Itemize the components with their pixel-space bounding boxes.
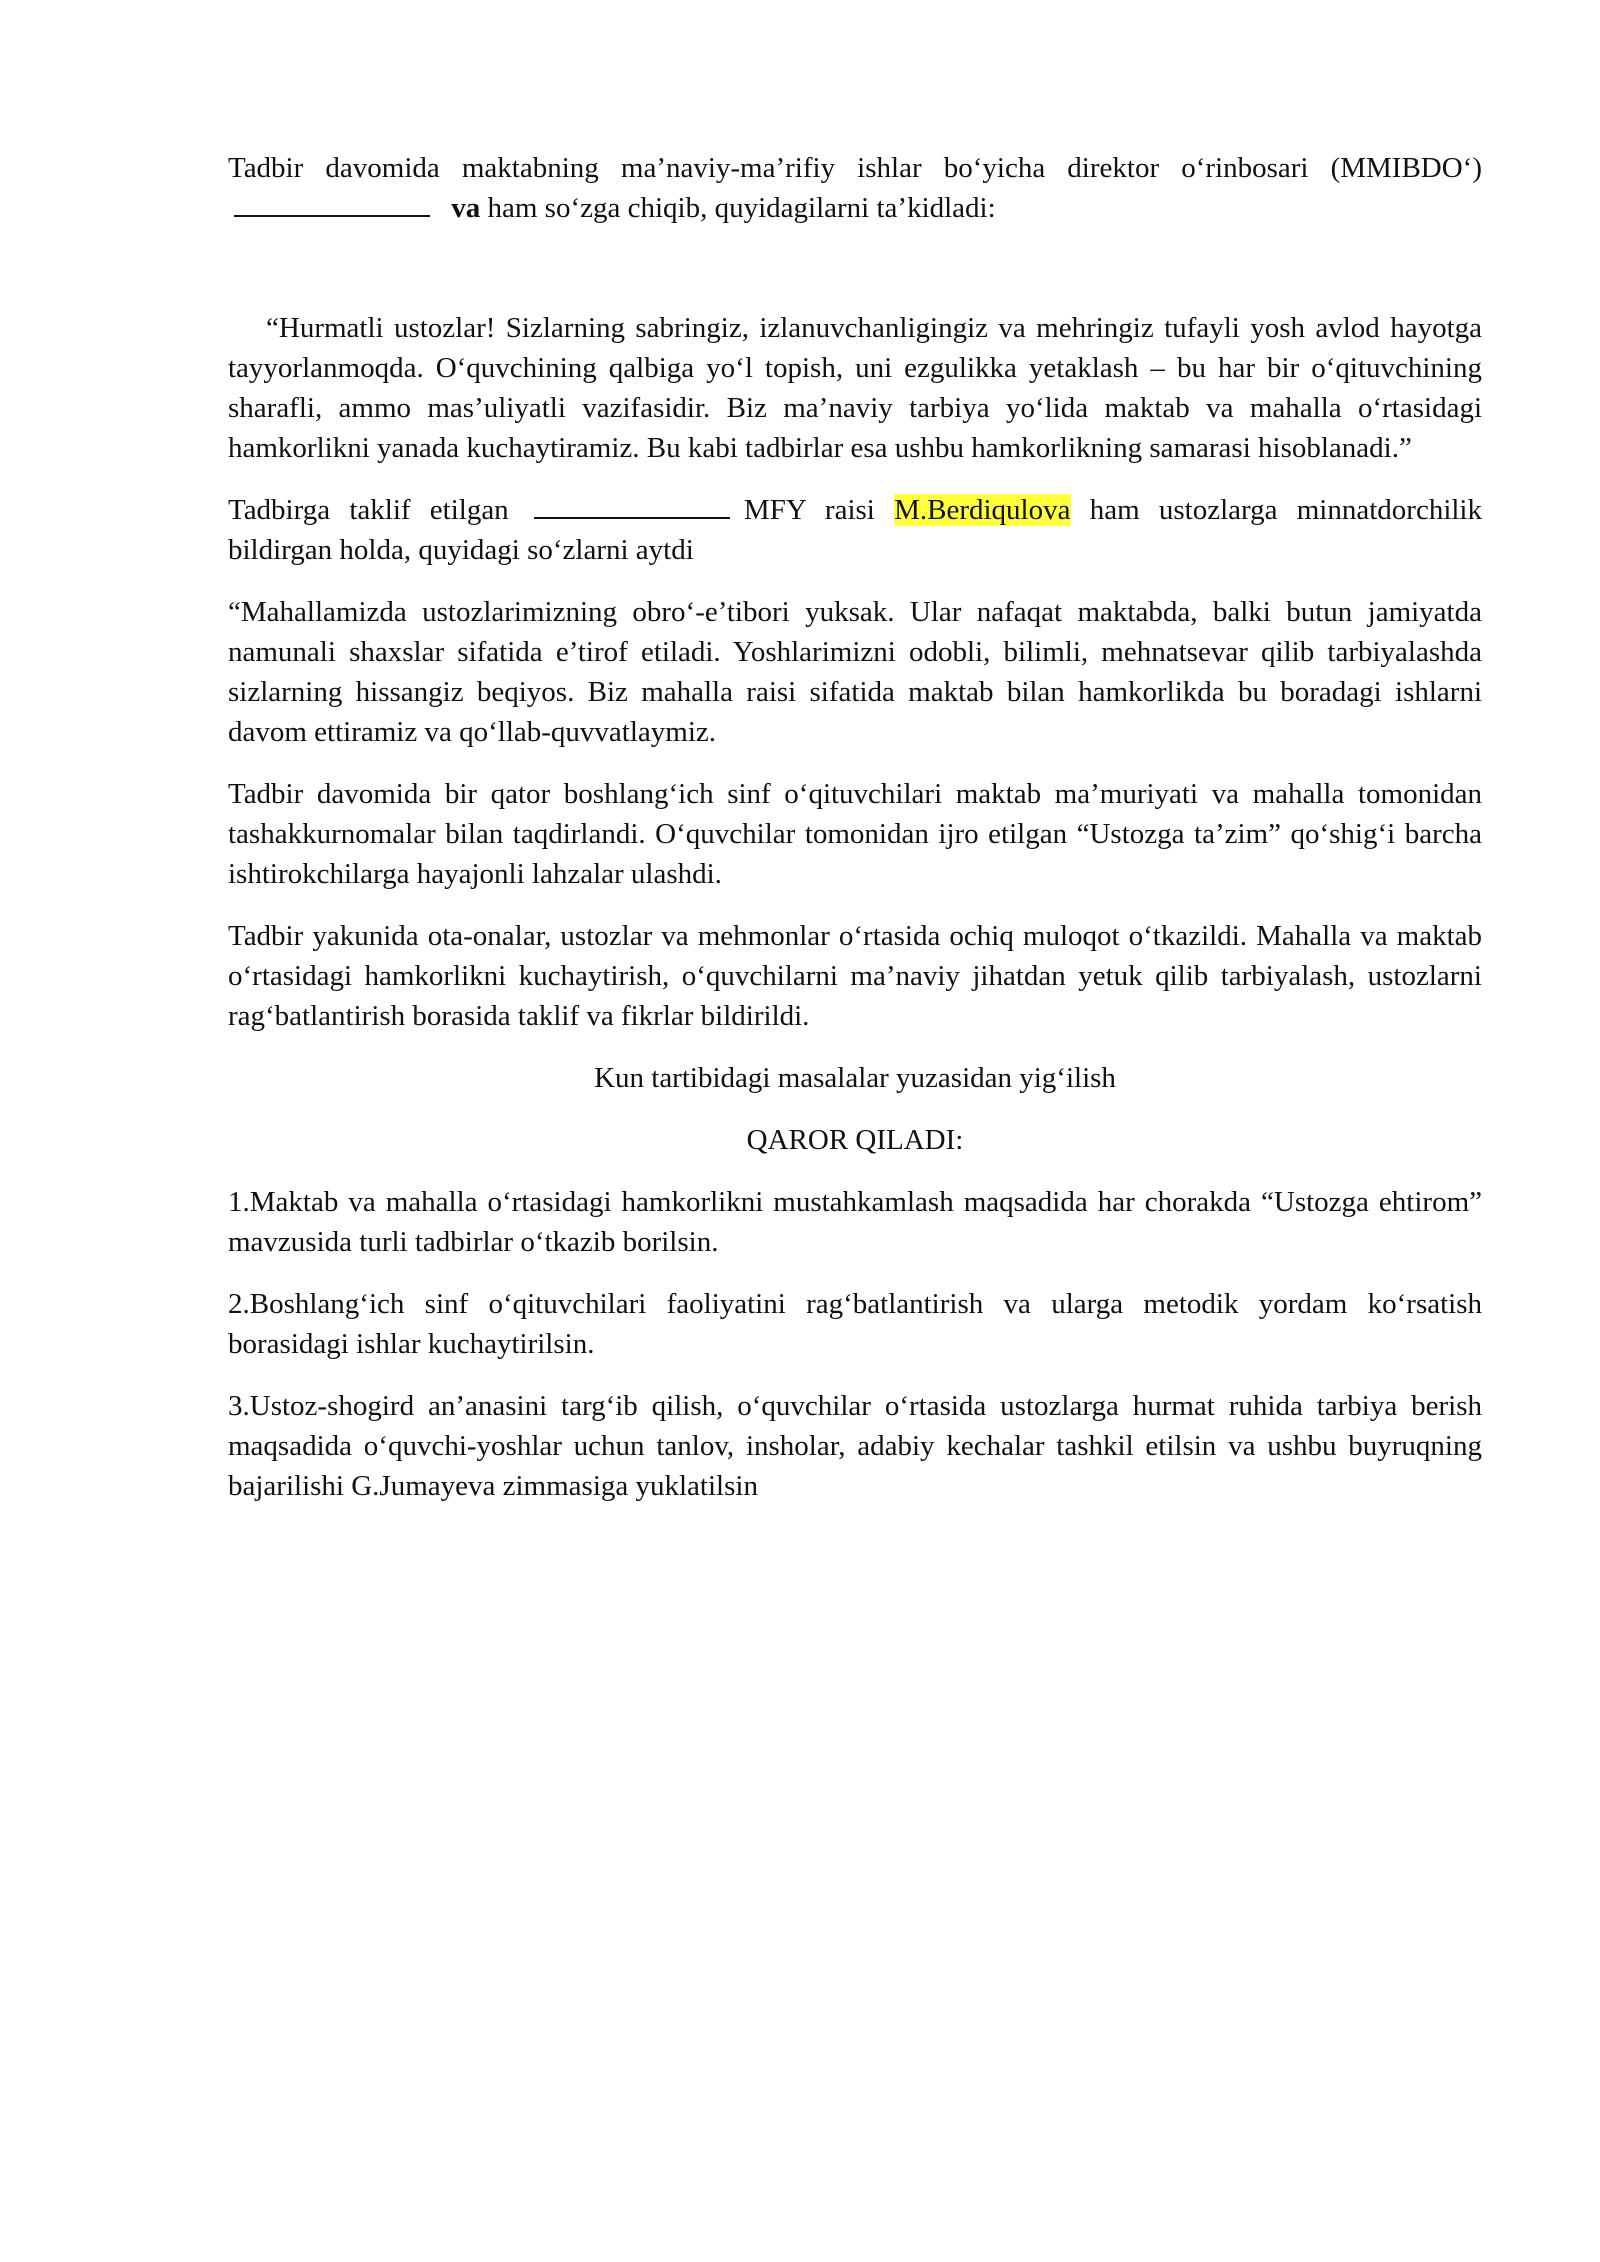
intro-text: Tadbir davomida maktabning ma’naviy-ma’rifiy ishlar bo‘yicha direktor o‘rinbosari (MMIBDO‘) bbox=[228, 152, 1482, 184]
mahalla-blank bbox=[534, 495, 730, 519]
document-page bbox=[228, 148, 1482, 1506]
decision-item-3: 3.Ustoz-shogird an’anasini targ‘ib qilish, o‘quvchilar o‘rtasida ustozlarga hurmat ruhida tarbiya berish maqsadida o‘quvchi-yoshlar uchun tanlov, insholar, adabiy kechalar tashkil etilsin va ushbu buyruqning bajarilishi G.Jumayeva zimmasiga yuklatilsin bbox=[228, 1390, 1482, 1502]
guest-text-end: ham ustozlarga minnatdorchilik bildirgan holda, quyidagi so‘zlarni aytdi bbox=[228, 494, 1482, 566]
deputy-quote: “Hurmatli ustozlar! Sizlarning sabringiz, izlanuvchanligingiz va mehringiz tufayli yosh avlod hayotga tayyorlanmoqda. O‘quvchining qalbiga yo‘l topish, uni ezgulikka yetaklash – bu har bir o‘qituvchining sharafli, ammo mas’uliyatli vazifasidir. Biz ma’naviy tarbiya yo‘lida maktab va mahalla o‘rtasidagi hamkorlikni yanada kuchaytiramiz. Bu kabi tadbirlar esa ushbu hamkorlikning samarasi hisoblanadi.” bbox=[228, 312, 1482, 464]
intro-text-end: ham so‘zga chiqib, quyidagilarni ta’kidladi: bbox=[480, 192, 996, 224]
chairman-quote: “Mahallamizda ustozlarimizning obro‘-e’tibori yuksak. Ular nafaqat maktabda, balki butun jamiyatda namunali shaxslar sifatida e’tirof etiladi. Yoshlarimizni odobli, bilimli, mehnatsevar qilib tarbiyalashda sizlarning hissangiz beqiyos. Biz mahalla raisi sifatida maktab bilan hamkorlikda bu boradagi ishlarni davom ettiramiz va qo‘llab-quvvatlaymiz. bbox=[228, 596, 1482, 748]
guest-paragraph bbox=[228, 490, 1482, 570]
decision-heading: QAROR QILADI: bbox=[746, 1124, 964, 1156]
agenda-heading: Kun tartibidagi masalalar yuzasidan yig‘ilish bbox=[594, 1062, 1116, 1094]
discussion-paragraph: Tadbir yakunida ota-onalar, ustozlar va mehmonlar o‘rtasida ochiq muloqot o‘tkazildi. Mahalla va maktab o‘rtasidagi hamkorlikni kuchaytirish, o‘quvchilarni ma’naviy jihatdan yetuk qilib tarbiyalash, ustozlarni rag‘batlantirish borasida taklif va fikrlar bildirildi. bbox=[228, 920, 1482, 1032]
decision-item-2: 2.Boshlang‘ich sinf o‘qituvchilari faoliyatini rag‘batlantirish va ularga metodik yordam ko‘rsatish borasidagi ishlar kuchaytirilsin. bbox=[228, 1288, 1482, 1360]
name-blank bbox=[234, 193, 430, 217]
guest-text: Tadbirga taklif etilgan bbox=[228, 494, 509, 526]
highlighted-name: M.Berdiqulova bbox=[894, 494, 1071, 526]
guest-text-mid: MFY raisi bbox=[743, 494, 895, 526]
decision-item-1: 1.Maktab va mahalla o‘rtasidagi hamkorlikni mustahkamlash maqsadida har chorakda “Ustozga ehtirom” mavzusida turli tadbirlar o‘tkazib borilsin. bbox=[228, 1186, 1482, 1258]
awards-paragraph: Tadbir davomida bir qator boshlang‘ich sinf o‘qituvchilari maktab ma’muriyati va mahalla tomonidan tashakkurnomalar bilan taqdirlandi. O‘quvchilar tomonidan ijro etilgan “Ustozga ta’zim” qo‘shig‘i barcha ishtirokchilarga hayajonli lahzalar ulashdi. bbox=[228, 778, 1482, 890]
intro-bold-word: va bbox=[451, 192, 481, 224]
intro-paragraph bbox=[228, 148, 1482, 228]
